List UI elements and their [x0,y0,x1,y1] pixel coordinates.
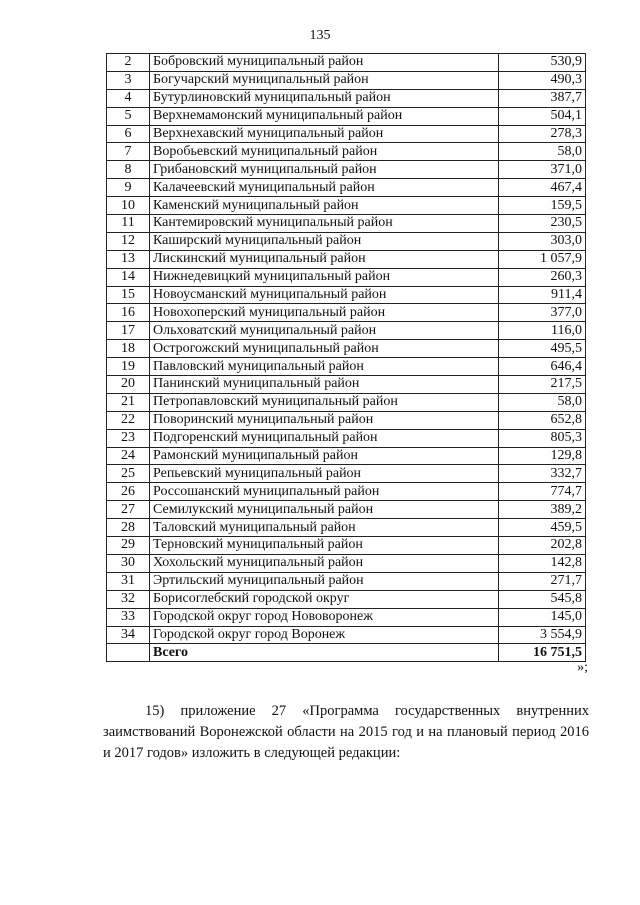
amount-value: 217,5 [499,376,586,394]
amount-value: 142,8 [499,554,586,572]
row-number: 12 [107,232,150,250]
table-row [107,393,586,411]
row-number: 25 [107,465,150,483]
row-number: 5 [107,107,150,125]
table-row [107,483,586,501]
row-number: 34 [107,626,150,644]
district-name: Петропавловский муниципальный район [150,393,499,411]
amount-value: 159,5 [499,197,586,215]
table-row [107,447,586,465]
row-number: 26 [107,483,150,501]
district-name: Городской округ город Нововоронеж [150,608,499,626]
total-label: Всего [150,644,499,662]
district-name: Верхнехавский муниципальный район [150,125,499,143]
table-row [107,590,586,608]
district-name: Каменский муниципальный район [150,197,499,215]
table-row [107,376,586,394]
table-row [107,250,586,268]
amount-value: 303,0 [499,232,586,250]
district-name: Лискинский муниципальный район [150,250,499,268]
district-name: Городской округ город Воронеж [150,626,499,644]
table-row [107,179,586,197]
amount-value: 371,0 [499,161,586,179]
page-number: 135 [309,28,331,43]
district-name: Кантемировский муниципальный район [150,215,499,233]
amount-value: 911,4 [499,286,586,304]
amount-value: 278,3 [499,125,586,143]
row-number: 16 [107,304,150,322]
district-name: Каширский муниципальный район [150,232,499,250]
amount-value: 58,0 [499,143,586,161]
district-name: Бобровский муниципальный район [150,54,499,72]
district-name: Калачеевский муниципальный район [150,179,499,197]
district-name: Богучарский муниципальный район [150,71,499,89]
row-number: 14 [107,268,150,286]
district-name: Терновский муниципальный район [150,537,499,555]
district-name: Поворинский муниципальный район [150,411,499,429]
table-row [107,411,586,429]
amount-value: 3 554,9 [499,626,586,644]
row-number: 3 [107,71,150,89]
row-number: 6 [107,125,150,143]
district-name: Новоусманский муниципальный район [150,286,499,304]
amount-value: 271,7 [499,572,586,590]
table-row [107,501,586,519]
amount-value: 129,8 [499,447,586,465]
table-row [107,143,586,161]
district-name: Павловский муниципальный район [150,358,499,376]
amount-value: 1 057,9 [499,250,586,268]
amount-value: 145,0 [499,608,586,626]
table-row [107,107,586,125]
table-body [107,54,586,662]
table-row [107,608,586,626]
row-number: 13 [107,250,150,268]
amount-value: 387,7 [499,89,586,107]
district-name: Подгоренский муниципальный район [150,429,499,447]
district-name: Репьевский муниципальный район [150,465,499,483]
total-value: 16 751,5 [499,644,586,662]
table-row [107,197,586,215]
amount-value: 260,3 [499,268,586,286]
amount-value: 230,5 [499,215,586,233]
row-number: 31 [107,572,150,590]
closing-quote: »; [577,660,588,675]
row-number: 4 [107,89,150,107]
amount-value: 116,0 [499,322,586,340]
amount-value: 58,0 [499,393,586,411]
row-number: 17 [107,322,150,340]
row-number: 28 [107,519,150,537]
row-number: 2 [107,54,150,72]
row-number: 9 [107,179,150,197]
table-row [107,429,586,447]
amount-value: 646,4 [499,358,586,376]
amount-value: 459,5 [499,519,586,537]
district-name: Хохольский муниципальный район [150,554,499,572]
district-name: Рамонский муниципальный район [150,447,499,465]
row-number: 20 [107,376,150,394]
table-row [107,465,586,483]
amount-value: 495,5 [499,340,586,358]
table-row [107,554,586,572]
district-name: Таловский муниципальный район [150,519,499,537]
district-name: Борисоглебский городской округ [150,590,499,608]
row-number: 24 [107,447,150,465]
row-number: 18 [107,340,150,358]
table-row [107,161,586,179]
district-name: Острогожский муниципальный район [150,340,499,358]
table-row [107,537,586,555]
district-name: Панинский муниципальный район [150,376,499,394]
amount-value: 389,2 [499,501,586,519]
table-row [107,215,586,233]
amount-value: 545,8 [499,590,586,608]
district-name: Новохоперский муниципальный район [150,304,499,322]
total-number [107,644,150,662]
table-row [107,125,586,143]
row-number: 29 [107,537,150,555]
table-row [107,519,586,537]
row-number: 22 [107,411,150,429]
table-row [107,572,586,590]
row-number: 8 [107,161,150,179]
amount-value: 490,3 [499,71,586,89]
amount-value: 805,3 [499,429,586,447]
amount-value: 774,7 [499,483,586,501]
district-name: Россошанский муниципальный район [150,483,499,501]
table-row [107,626,586,644]
table-row [107,358,586,376]
row-number: 30 [107,554,150,572]
table-row [107,322,586,340]
district-name: Бутурлиновский муниципальный район [150,89,499,107]
district-name: Семилукский муниципальный район [150,501,499,519]
district-name: Нижнедевицкий муниципальный район [150,268,499,286]
table-row [107,71,586,89]
districts-table [106,53,586,662]
row-number: 7 [107,143,150,161]
amount-value: 332,7 [499,465,586,483]
district-name: Верхнемамонский муниципальный район [150,107,499,125]
row-number: 21 [107,393,150,411]
amount-value: 467,4 [499,179,586,197]
amount-value: 504,1 [499,107,586,125]
row-number: 10 [107,197,150,215]
row-number: 23 [107,429,150,447]
row-number: 15 [107,286,150,304]
table-row [107,304,586,322]
row-number: 33 [107,608,150,626]
district-name: Эртильский муниципальный район [150,572,499,590]
table-row [107,54,586,72]
amendment-paragraph: 15) приложение 27 «Программа государственных внутренних заимствований Воронежской области на 2015 год и на плановый период 2016 и 2017 годов» изложить в следующей редакции: [103,702,589,761]
table-row [107,340,586,358]
table-row [107,286,586,304]
district-name: Ольховатский муниципальный район [150,322,499,340]
amount-value: 652,8 [499,411,586,429]
total-row [107,644,586,662]
amount-value: 202,8 [499,537,586,555]
district-name: Воробьевский муниципальный район [150,143,499,161]
amount-value: 530,9 [499,54,586,72]
district-name: Грибановский муниципальный район [150,161,499,179]
amount-value: 377,0 [499,304,586,322]
row-number: 11 [107,215,150,233]
table-row [107,232,586,250]
table-row [107,89,586,107]
row-number: 27 [107,501,150,519]
table-row [107,268,586,286]
row-number: 19 [107,358,150,376]
row-number: 32 [107,590,150,608]
